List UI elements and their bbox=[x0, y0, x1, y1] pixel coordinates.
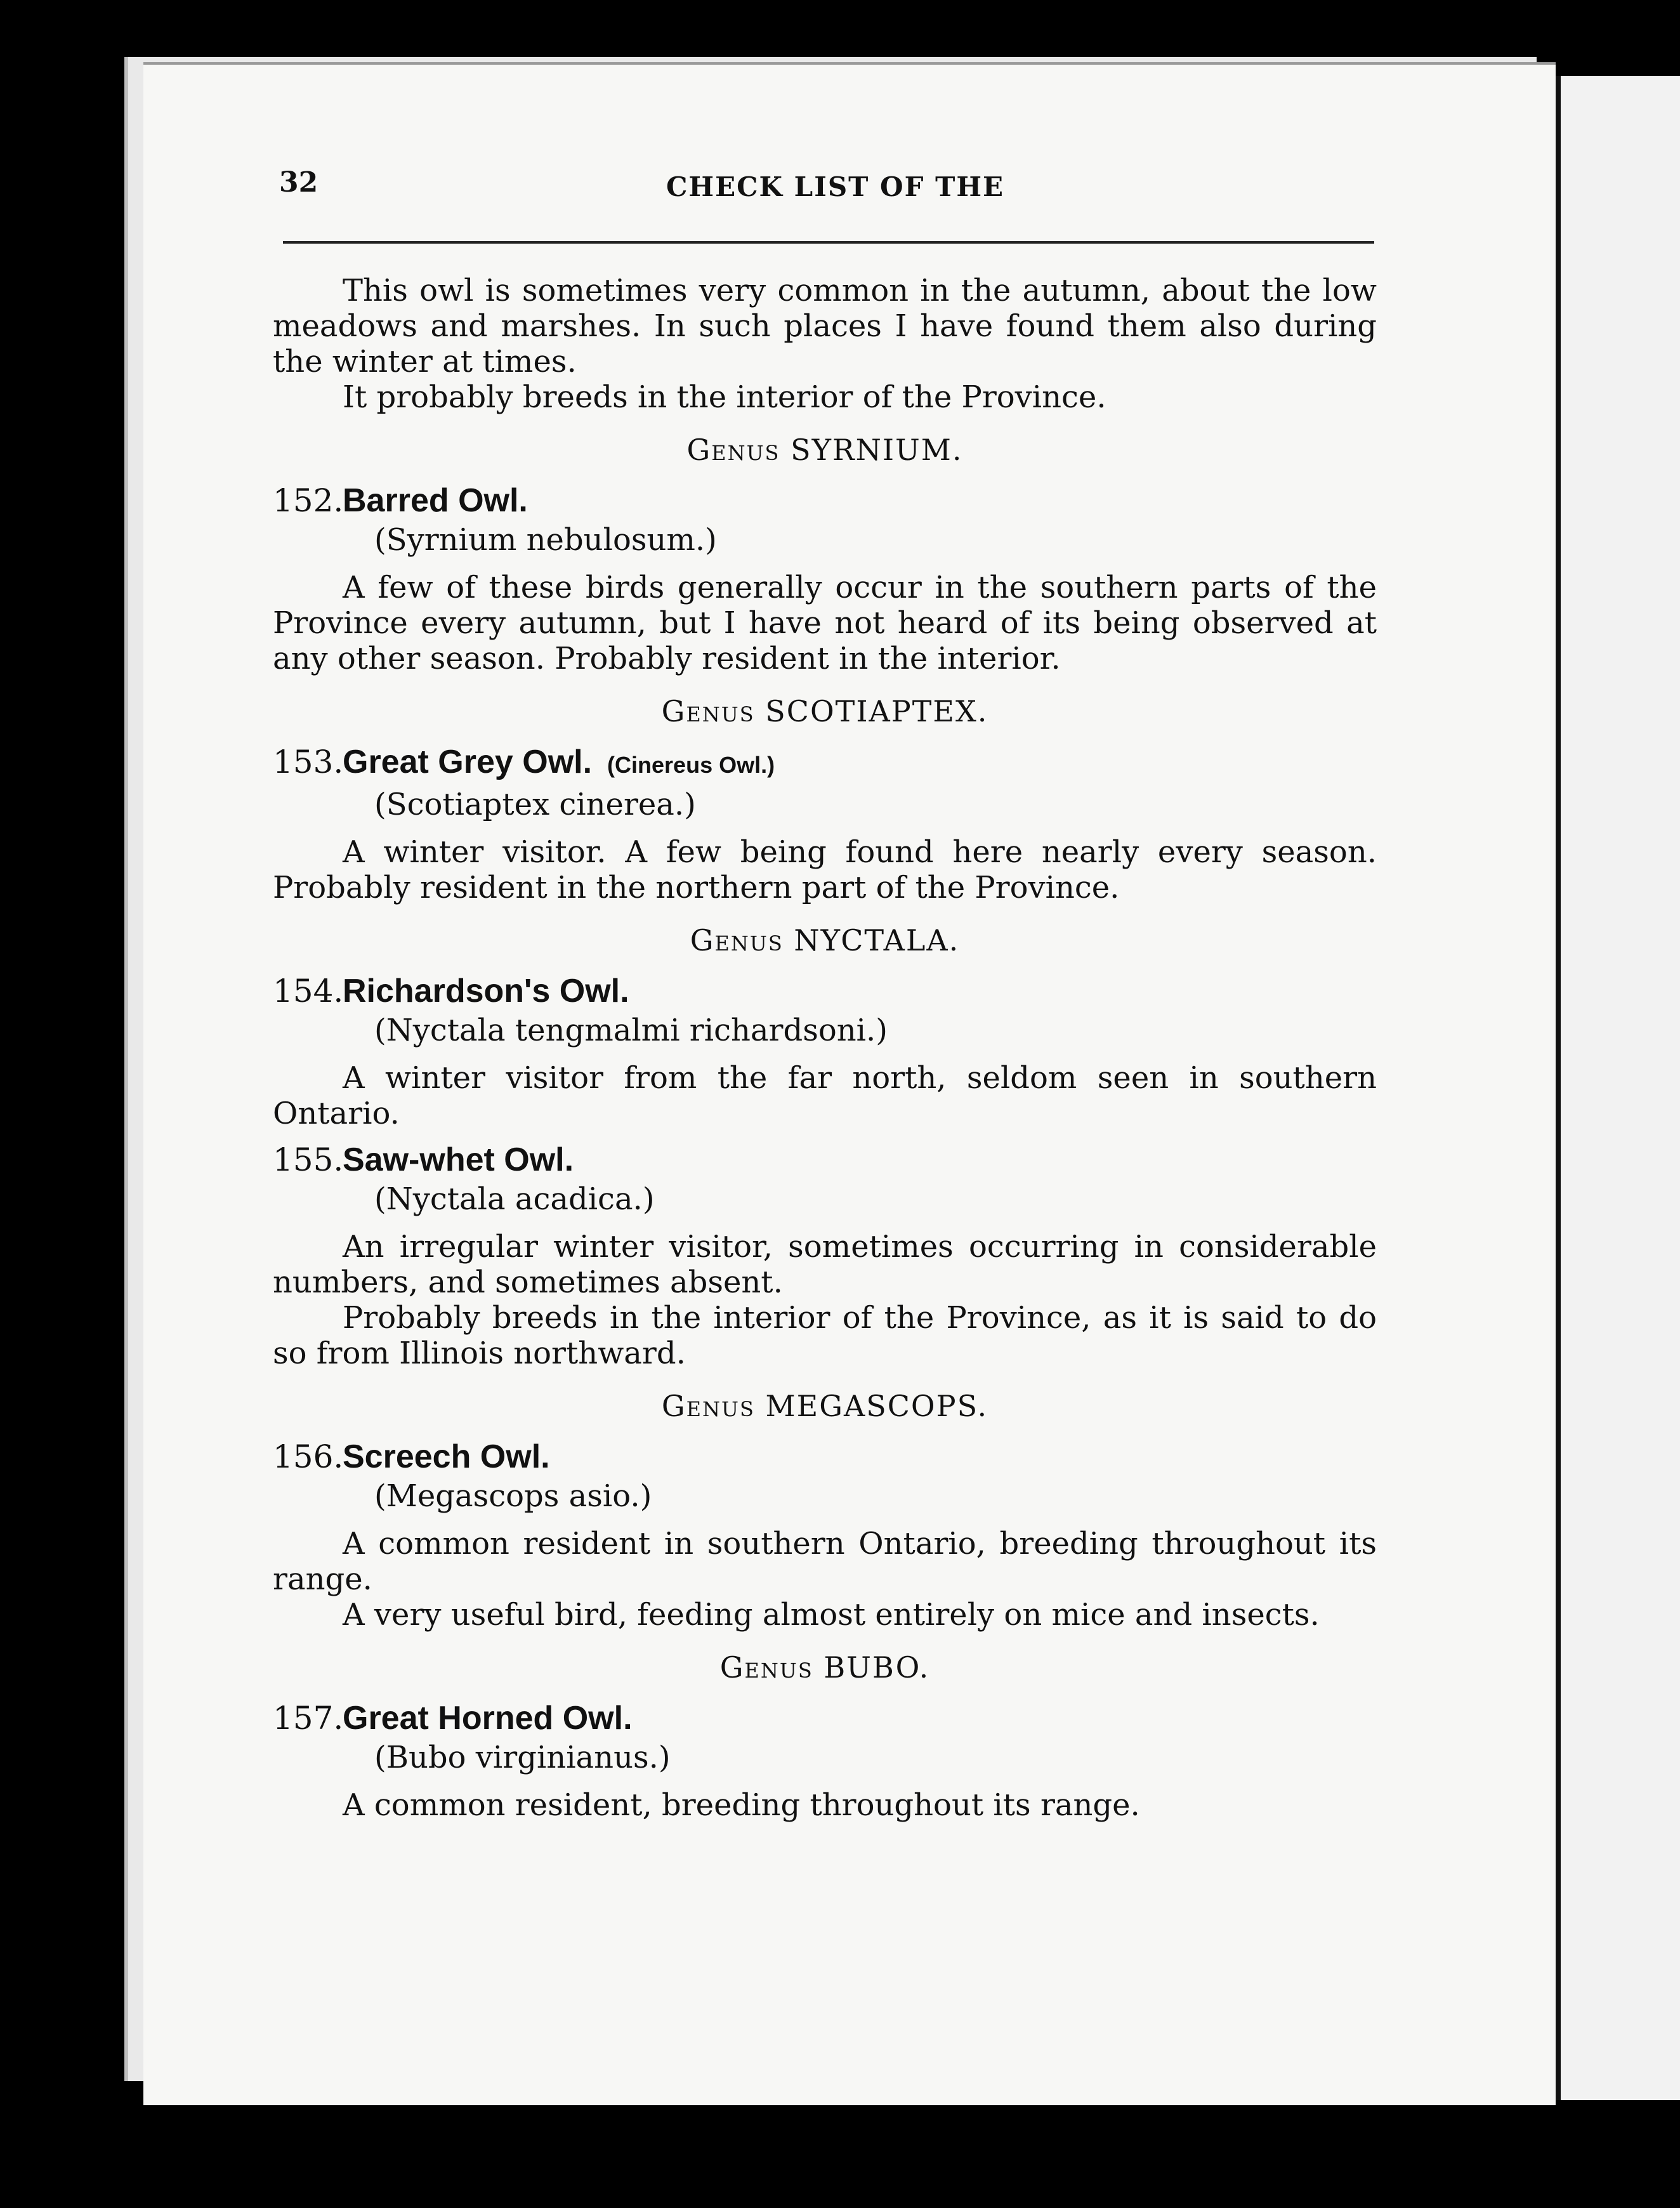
species-scientific-name: (Scotiaptex cinerea.) bbox=[374, 787, 696, 822]
genus-name: BUBO. bbox=[824, 1650, 930, 1685]
species-number: 153. bbox=[273, 744, 344, 780]
running-title: CHECK LIST OF THE bbox=[666, 171, 1005, 202]
species-description: An irregular winter visitor, sometimes occurring in considerable numbers, and sometimes absent. bbox=[273, 1229, 1377, 1300]
intro-text bbox=[273, 273, 1377, 415]
genus-heading bbox=[273, 1650, 1377, 1685]
species-scientific-name: (Nyctala acadica.) bbox=[374, 1181, 655, 1217]
page-number: 32 bbox=[279, 166, 318, 199]
genus-name: MEGASCOPS. bbox=[765, 1389, 988, 1423]
intro-paragraph: This owl is sometimes very common in the autumn, about the low meadows and marshes. In such places I have found them also during the winter at times. bbox=[273, 273, 1377, 379]
species-entry bbox=[273, 971, 1377, 1011]
species-number: 156. bbox=[273, 1438, 344, 1475]
genus-name: SCOTIAPTEX. bbox=[765, 694, 988, 728]
genus-label: Genus bbox=[661, 1389, 755, 1423]
page-content bbox=[273, 152, 1377, 1823]
page-gutter-line bbox=[1556, 76, 1561, 2100]
species-common-name: Saw-whet Owl. bbox=[343, 1141, 574, 1178]
species-scientific-name: (Megascops asio.) bbox=[374, 1478, 652, 1514]
species-description: A very useful bird, feeding almost entirely on mice and insects. bbox=[343, 1597, 1320, 1633]
species-alt-name: (Cinereus Owl.) bbox=[607, 752, 775, 778]
running-head bbox=[273, 152, 1377, 203]
species-gap bbox=[273, 1131, 1377, 1140]
genus-name: SYRNIUM. bbox=[791, 433, 963, 467]
species-description: A few of these birds generally occur in the southern parts of the Province every autumn, but I have not heard of its being observed at any other season. Probably resident in the interior. bbox=[273, 570, 1377, 676]
intro-paragraph: It probably breeds in the interior of the Province. bbox=[343, 379, 1106, 415]
genus-label: Genus bbox=[661, 694, 755, 728]
species-scientific-name: (Nyctala tengmalmi richardsoni.) bbox=[374, 1013, 888, 1048]
facing-page-edge bbox=[1556, 76, 1680, 2100]
species-entry bbox=[273, 1437, 1377, 1476]
species-scientific-name: (Bubo virginianus.) bbox=[374, 1740, 671, 1775]
species-common-name: Great Grey Owl. bbox=[343, 744, 593, 780]
species-common-name: Barred Owl. bbox=[343, 482, 528, 519]
genus-sections bbox=[273, 433, 1377, 1823]
genus-heading bbox=[273, 1389, 1377, 1423]
species-entry bbox=[273, 1140, 1377, 1180]
genus-name: NYCTALA. bbox=[794, 923, 960, 957]
genus-heading bbox=[273, 694, 1377, 728]
species-scientific-name: (Syrnium nebulosum.) bbox=[374, 522, 717, 558]
species-description: Probably breeds in the interior of the Province, as it is said to do so from Illinois northward. bbox=[273, 1300, 1377, 1371]
genus-label: Genus bbox=[719, 1650, 813, 1685]
species-entry bbox=[273, 1699, 1377, 1738]
species-description: A winter visitor from the far north, seldom seen in southern Ontario. bbox=[273, 1060, 1377, 1131]
species-entry bbox=[273, 742, 1377, 785]
header-rule bbox=[283, 241, 1374, 244]
genus-heading bbox=[273, 923, 1377, 957]
species-description: A common resident in southern Ontario, breeding throughout its range. bbox=[273, 1526, 1377, 1597]
species-number: 152. bbox=[273, 482, 344, 519]
species-common-name: Great Horned Owl. bbox=[343, 1700, 633, 1737]
species-description: A common resident, breeding throughout its range. bbox=[343, 1787, 1140, 1823]
species-number: 154. bbox=[273, 973, 344, 1009]
species-number: 155. bbox=[273, 1141, 344, 1178]
genus-label: Genus bbox=[690, 923, 784, 957]
species-description: A winter visitor. A few being found here nearly every season. Probably resident in the northern part of the Province. bbox=[273, 834, 1377, 905]
genus-label: Genus bbox=[686, 433, 780, 467]
genus-heading bbox=[273, 433, 1377, 467]
species-common-name: Screech Owl. bbox=[343, 1438, 550, 1475]
species-number: 157. bbox=[273, 1700, 344, 1737]
species-entry bbox=[273, 481, 1377, 520]
species-common-name: Richardson's Owl. bbox=[343, 973, 629, 1009]
